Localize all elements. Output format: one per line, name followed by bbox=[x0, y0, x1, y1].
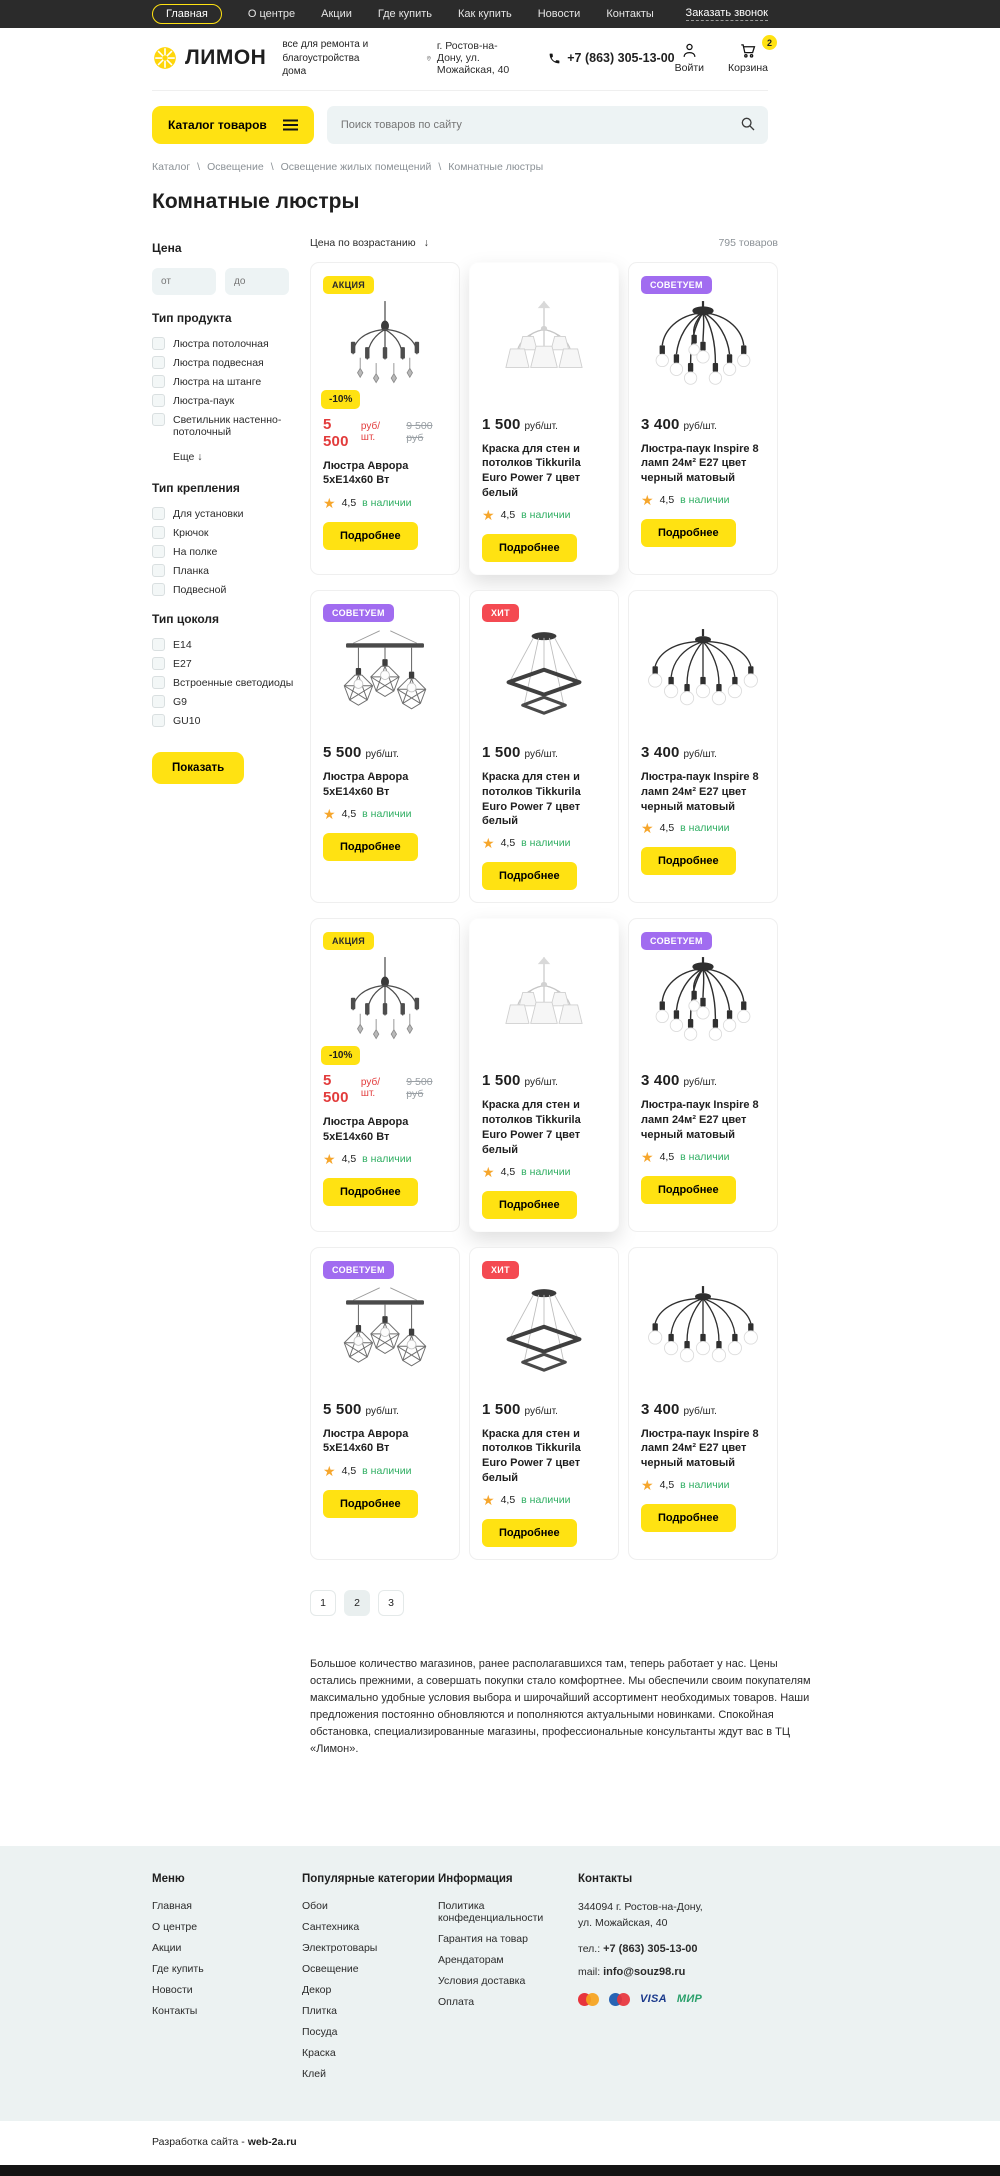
price: 5 500 bbox=[323, 1072, 349, 1107]
filters-sidebar bbox=[152, 237, 300, 784]
recommend-badge: СОВЕТУЕМ bbox=[323, 1261, 394, 1279]
store-phone[interactable] bbox=[548, 51, 674, 65]
product-title[interactable]: Люстра-паук Inspire 8 ламп 24м² Е27 цвет черный матовый bbox=[641, 770, 759, 813]
price: 3 400 bbox=[641, 743, 680, 761]
star-icon: ★ bbox=[482, 1163, 495, 1180]
checkbox[interactable] bbox=[152, 676, 165, 689]
recommend-badge: СОВЕТУЕМ bbox=[323, 604, 394, 622]
category-description: Большое количество магазинов, ранее располагавшихся там, теперь работает у нас. Цены остались прежними, а совершать покупки стало комфортнее. Мы обеспечили своим покупателям максимально удобные условия выбора и широчайший ассортимент необходимых товаров. Наши предложения постоянно обновляются и пополняются актуальными новинками. Спокойная обстановка, специализированные магазины, профессиональные консультанты ждут вас в ТЦ «Лимон». bbox=[310, 1658, 811, 1756]
hamburger-icon bbox=[283, 119, 298, 131]
breadcrumb-separator: \ bbox=[197, 160, 201, 173]
price-row bbox=[641, 416, 765, 433]
filter-option-label: Встроенные светодиоды bbox=[173, 676, 294, 689]
product-image[interactable] bbox=[482, 1280, 606, 1386]
filter-option-label: Люстра подвесная bbox=[173, 356, 264, 369]
price: 1 500 bbox=[482, 1072, 521, 1090]
price: 3 400 bbox=[641, 1400, 680, 1418]
footer-link[interactable]: Новости bbox=[152, 1984, 193, 1997]
filter-option[interactable] bbox=[152, 715, 300, 727]
search-input[interactable] bbox=[327, 106, 768, 144]
product-card bbox=[628, 590, 778, 903]
rating-value: 4,5 bbox=[659, 494, 675, 507]
footer-link[interactable]: Контакты bbox=[152, 2005, 198, 2018]
recommend-badge: СОВЕТУЕМ bbox=[641, 276, 712, 294]
product-title[interactable]: Краска для стен и потолков Tikkurila Euro Power 7 цвет белый bbox=[482, 442, 581, 500]
price-row bbox=[482, 744, 606, 761]
price-row bbox=[641, 1401, 765, 1418]
sort-selector[interactable] bbox=[310, 237, 429, 249]
stock-status: в наличии bbox=[362, 807, 412, 820]
product-card bbox=[628, 1247, 778, 1560]
stock-status: в наличии bbox=[362, 1153, 412, 1166]
footer-link[interactable]: Где купить bbox=[152, 1963, 204, 1976]
checkbox[interactable] bbox=[152, 545, 165, 558]
star-icon: ★ bbox=[323, 805, 336, 822]
filter-option-label: Люстра на штанге bbox=[173, 375, 262, 388]
price-row bbox=[641, 1072, 765, 1089]
footer-link[interactable]: Плитка bbox=[302, 2005, 338, 2018]
product-title[interactable]: Люстра Аврора 5хЕ14х60 Вт bbox=[323, 459, 409, 487]
developer-bar bbox=[0, 2121, 1000, 2165]
footer-mail[interactable]: mail: info@souz98.ru bbox=[578, 1965, 686, 1978]
price-row bbox=[323, 416, 447, 450]
filter-option-label: GU10 bbox=[173, 714, 201, 727]
stock-status: в наличии bbox=[680, 494, 730, 507]
product-title[interactable]: Люстра Аврора 5хЕ14х60 Вт bbox=[323, 1427, 409, 1455]
star-icon: ★ bbox=[482, 506, 495, 523]
product-grid bbox=[310, 262, 778, 1561]
nav-item-home[interactable]: Главная bbox=[152, 4, 222, 24]
footer-categories-title: Популярные категории bbox=[302, 1873, 435, 1886]
recommend-badge: СОВЕТУЕМ bbox=[641, 932, 712, 950]
filter-option[interactable] bbox=[152, 357, 300, 369]
footer-link[interactable]: Условия доставка bbox=[438, 1975, 526, 1988]
checkbox[interactable] bbox=[152, 714, 165, 727]
products-count: 795 товаров bbox=[718, 236, 778, 249]
footer-link[interactable]: Оплата bbox=[438, 1996, 475, 2009]
tagline: все для ремонта и благоустройства дома bbox=[282, 39, 369, 77]
filter-option[interactable] bbox=[152, 376, 300, 388]
product-image[interactable] bbox=[323, 951, 447, 1062]
checkbox[interactable] bbox=[152, 657, 165, 670]
logo-text: ЛИМОН bbox=[185, 46, 267, 70]
product-image[interactable] bbox=[323, 623, 447, 729]
filter-option-label: Подвесной bbox=[173, 583, 227, 596]
checkbox[interactable] bbox=[152, 394, 165, 407]
sort-label: Цена по возрастанию bbox=[310, 236, 416, 249]
address-text: г. Ростов-на-Дону, ул. Можайская, 40 bbox=[436, 40, 510, 77]
price-to-input[interactable] bbox=[225, 268, 289, 295]
price-row bbox=[482, 416, 606, 433]
footer-link[interactable]: Клей bbox=[302, 2068, 326, 2081]
product-card bbox=[628, 262, 778, 575]
product-card bbox=[310, 918, 460, 1231]
filter-option-label: G9 bbox=[173, 695, 188, 708]
stock-status: в наличии bbox=[521, 1494, 571, 1506]
nav-item-news[interactable]: Новости bbox=[537, 8, 581, 20]
filter-option[interactable] bbox=[152, 584, 300, 596]
details-button[interactable]: Подробнее bbox=[482, 1519, 577, 1547]
search-bar bbox=[327, 106, 768, 144]
product-card bbox=[469, 1247, 619, 1560]
promo-badge: АКЦИЯ bbox=[323, 276, 374, 294]
price-unit: руб/шт. bbox=[360, 1077, 380, 1100]
stock-status: в наличии bbox=[362, 496, 412, 509]
footer-link[interactable]: Краска bbox=[302, 2047, 336, 2060]
checkbox[interactable] bbox=[152, 638, 165, 651]
breadcrumb-catalog[interactable]: Каталог bbox=[152, 160, 191, 173]
show-more-link[interactable]: Еще ↓ bbox=[173, 450, 203, 463]
cart-button[interactable] bbox=[728, 37, 772, 75]
stock-status: в наличии bbox=[521, 837, 571, 850]
checkbox[interactable] bbox=[152, 507, 165, 520]
product-card bbox=[310, 1247, 460, 1560]
breadcrumb-separator: \ bbox=[438, 160, 442, 173]
filter-option[interactable] bbox=[152, 639, 300, 651]
discount-badge: -10% bbox=[321, 390, 360, 409]
price-row bbox=[323, 1072, 447, 1106]
rating-value: 4,5 bbox=[341, 807, 357, 820]
order-call-link[interactable]: Заказать звонок bbox=[685, 7, 768, 19]
nav-item-promos[interactable]: Акции bbox=[321, 8, 352, 20]
location-pin-icon bbox=[426, 52, 432, 65]
product-title[interactable]: Люстра Аврора 5хЕ14х60 Вт bbox=[323, 770, 409, 798]
phone-icon bbox=[548, 52, 561, 65]
product-image[interactable] bbox=[641, 1280, 765, 1386]
catalog-button-label: Каталог товаров bbox=[168, 117, 267, 132]
price-unit: руб/шт. bbox=[683, 1405, 717, 1417]
star-icon: ★ bbox=[641, 492, 654, 509]
dev-credit-text: Разработка сайта - bbox=[152, 2136, 248, 2149]
product-image[interactable] bbox=[482, 951, 606, 1057]
footer-link[interactable]: Обои bbox=[302, 1900, 328, 1913]
checkbox[interactable] bbox=[152, 337, 165, 350]
rating-value: 4,5 bbox=[500, 837, 516, 850]
filter-title-mount-type: Тип крепления bbox=[152, 480, 240, 495]
price-unit: руб/шт. bbox=[524, 748, 558, 760]
filter-option-label: Для установки bbox=[173, 507, 244, 520]
filter-option[interactable] bbox=[152, 677, 300, 689]
star-icon: ★ bbox=[641, 820, 654, 837]
breadcrumb-current: Комнатные люстры bbox=[448, 160, 544, 173]
rating-value: 4,5 bbox=[659, 1150, 675, 1163]
footer-link[interactable]: Политика конфеденциальности bbox=[438, 1900, 544, 1925]
product-image[interactable] bbox=[641, 623, 765, 729]
checkbox[interactable] bbox=[152, 413, 165, 426]
mastercard-icon bbox=[578, 1993, 599, 2006]
page-3[interactable]: 3 bbox=[378, 1590, 404, 1616]
star-icon: ★ bbox=[323, 1462, 336, 1479]
footer-link[interactable]: Арендаторам bbox=[438, 1954, 504, 1967]
dev-site-link[interactable]: web-2a.ru bbox=[247, 2136, 297, 2149]
phone-text: +7 (863) 305-13-00 bbox=[567, 51, 675, 66]
details-button[interactable]: Подробнее bbox=[641, 519, 736, 547]
price: 5 500 bbox=[323, 415, 349, 450]
bottom-strip bbox=[0, 2165, 1000, 2176]
product-image[interactable] bbox=[323, 1280, 447, 1386]
price-row bbox=[482, 1072, 606, 1089]
filter-option[interactable] bbox=[152, 546, 300, 558]
checkbox[interactable] bbox=[152, 564, 165, 577]
page-1[interactable]: 1 bbox=[310, 1590, 336, 1616]
price: 1 500 bbox=[482, 1400, 521, 1418]
filter-option[interactable] bbox=[152, 527, 300, 539]
star-icon: ★ bbox=[323, 1151, 336, 1168]
hit-badge: ХИТ bbox=[482, 604, 519, 622]
sort-arrow-icon: ↓ bbox=[423, 236, 429, 249]
price-from-input[interactable] bbox=[152, 268, 216, 295]
footer-address: 344094 г. Ростов-на-Дону, ул. Можайская, 40 bbox=[578, 1901, 703, 1930]
visa-icon: VISA bbox=[640, 1993, 667, 2006]
price-unit: руб/шт. bbox=[683, 420, 717, 432]
old-price: 9 500 руб bbox=[406, 419, 433, 444]
product-card bbox=[310, 262, 460, 575]
filter-title-product-type: Тип продукта bbox=[152, 310, 232, 325]
product-image[interactable] bbox=[641, 951, 765, 1057]
breadcrumb bbox=[152, 161, 768, 173]
price: 1 500 bbox=[482, 415, 521, 433]
price-row bbox=[482, 1401, 606, 1418]
filter-option-label: Люстра-паук bbox=[173, 394, 235, 407]
footer-phone[interactable]: тел.: +7 (863) 305-13-00 bbox=[578, 1942, 698, 1955]
details-button[interactable]: Подробнее bbox=[482, 862, 577, 890]
product-image[interactable] bbox=[482, 623, 606, 729]
rating-value: 4,5 bbox=[500, 1165, 516, 1178]
footer-link[interactable]: Акции bbox=[152, 1942, 182, 1955]
search-icon[interactable] bbox=[740, 116, 756, 132]
promo-badge: АКЦИЯ bbox=[323, 932, 374, 950]
stock-status: в наличии bbox=[521, 508, 571, 521]
footer-link[interactable]: Главная bbox=[152, 1900, 192, 1913]
checkbox[interactable] bbox=[152, 526, 165, 539]
stock-status: в наличии bbox=[680, 822, 730, 835]
footer-link[interactable]: Гарантия на товар bbox=[438, 1933, 528, 1946]
product-card bbox=[469, 262, 619, 575]
details-button[interactable]: Подробнее bbox=[323, 522, 418, 550]
footer-link[interactable]: Посуда bbox=[302, 2026, 338, 2039]
top-navigation bbox=[152, 4, 768, 24]
footer-link[interactable]: О центре bbox=[152, 1921, 198, 1934]
stock-status: в наличии bbox=[362, 1464, 412, 1477]
price-row bbox=[323, 744, 447, 761]
old-price: 9 500 руб bbox=[406, 1076, 433, 1101]
footer-link[interactable]: Электротовары bbox=[302, 1942, 378, 1955]
cart-icon bbox=[739, 42, 757, 59]
user-icon bbox=[681, 42, 698, 59]
rating-value: 4,5 bbox=[500, 508, 516, 521]
product-title[interactable]: Краска для стен и потолков Tikkurila Euro Power 7 цвет белый bbox=[482, 1427, 581, 1485]
details-button[interactable]: Подробнее bbox=[641, 1176, 736, 1204]
product-card bbox=[628, 918, 778, 1231]
breadcrumb-residential-lighting[interactable]: Освещение жилых помещений bbox=[280, 160, 432, 173]
store-address bbox=[426, 40, 514, 76]
price-unit: руб/шт. bbox=[524, 420, 558, 432]
price-unit: руб/шт. bbox=[360, 420, 380, 443]
mir-icon: МИР bbox=[676, 1993, 703, 2006]
rating-value: 4,5 bbox=[341, 1153, 357, 1166]
checkbox[interactable] bbox=[152, 375, 165, 388]
site-header bbox=[152, 28, 772, 91]
product-card bbox=[469, 918, 619, 1231]
product-image[interactable] bbox=[641, 295, 765, 401]
cart-count-badge: 2 bbox=[762, 35, 777, 50]
details-button[interactable]: Подробнее bbox=[641, 847, 736, 875]
product-title[interactable]: Люстра-паук Inspire 8 ламп 24м² Е27 цвет черный матовый bbox=[641, 1427, 759, 1470]
footer-link[interactable]: Сантехника bbox=[302, 1921, 360, 1934]
breadcrumb-lighting[interactable]: Освещение bbox=[207, 160, 264, 173]
product-image[interactable] bbox=[482, 295, 606, 401]
footer-link[interactable]: Освещение bbox=[302, 1963, 359, 1976]
maestro-icon bbox=[609, 1993, 630, 2006]
filter-option-label: Е14 bbox=[173, 638, 192, 651]
filter-option-label: Крючок bbox=[173, 526, 209, 539]
filter-option[interactable] bbox=[152, 395, 300, 407]
page-title: Комнатные люстры bbox=[152, 189, 360, 213]
product-card bbox=[310, 590, 460, 903]
details-button[interactable]: Подробнее bbox=[323, 833, 418, 861]
details-button[interactable]: Подробнее bbox=[641, 1504, 736, 1532]
star-icon: ★ bbox=[323, 494, 336, 511]
stock-status: в наличии bbox=[680, 1479, 730, 1492]
product-image[interactable] bbox=[323, 295, 447, 405]
footer-contacts-column bbox=[578, 1873, 768, 2089]
rating-value: 4,5 bbox=[341, 1464, 357, 1477]
price-unit: руб/шт. bbox=[365, 748, 399, 760]
rating-value: 4,5 bbox=[341, 496, 357, 509]
price: 5 500 bbox=[323, 1400, 362, 1418]
filter-option[interactable] bbox=[152, 565, 300, 577]
product-title[interactable]: Люстра-паук Inspire 8 ламп 24м² Е27 цвет черный матовый bbox=[641, 1099, 759, 1141]
footer-categories-column bbox=[302, 1873, 438, 2089]
page-2-active[interactable]: 2 bbox=[344, 1590, 370, 1616]
product-title[interactable]: Краска для стен и потолков Tikkurila Euro Power 7 цвет белый bbox=[482, 770, 581, 828]
apply-filters-button[interactable]: Показать bbox=[152, 752, 244, 784]
product-title[interactable]: Люстра Аврора 5хЕ14х60 Вт bbox=[323, 1116, 409, 1144]
login-label: Войти bbox=[674, 62, 704, 75]
filter-option-label: Люстра потолочная bbox=[173, 337, 269, 350]
nav-item-how-to-buy[interactable]: Как купить bbox=[458, 8, 512, 20]
filter-option[interactable] bbox=[152, 508, 300, 520]
rating-value: 4,5 bbox=[659, 1479, 675, 1492]
filter-option-label: Планка bbox=[173, 564, 209, 577]
footer-contacts-title: Контакты bbox=[578, 1873, 633, 1886]
lemon-logo-icon bbox=[152, 45, 178, 71]
nav-item-contacts[interactable]: Контакты bbox=[606, 8, 654, 20]
price-unit: руб/шт. bbox=[365, 1405, 399, 1417]
footer-info-column bbox=[438, 1873, 578, 2089]
filter-title-price: Цена bbox=[152, 240, 182, 255]
footer bbox=[0, 1846, 1000, 2121]
price-row bbox=[641, 744, 765, 761]
price-unit: руб/шт. bbox=[524, 1077, 558, 1089]
filter-option-label: Светильник настенно-потолочный bbox=[173, 413, 282, 438]
price-row bbox=[323, 1401, 447, 1418]
stock-status: в наличии bbox=[521, 1165, 571, 1178]
footer-link[interactable]: Декор bbox=[302, 1984, 332, 1997]
stock-status: в наличии bbox=[680, 1150, 730, 1163]
rating-value: 4,5 bbox=[500, 1494, 516, 1506]
logo[interactable] bbox=[152, 45, 266, 71]
price: 5 500 bbox=[323, 743, 362, 761]
product-card bbox=[469, 590, 619, 903]
product-title[interactable]: Люстра-паук Inspire 8 ламп 24м² Е27 цвет черный матовый bbox=[641, 442, 759, 485]
footer-menu-column bbox=[152, 1873, 302, 2089]
product-title[interactable]: Краска для стен и потолков Tikkurila Euro Power 7 цвет белый bbox=[482, 1099, 581, 1156]
hit-badge: ХИТ bbox=[482, 1261, 519, 1279]
filter-option[interactable] bbox=[152, 414, 300, 438]
checkbox[interactable] bbox=[152, 356, 165, 369]
catalog-button[interactable] bbox=[152, 106, 314, 144]
star-icon: ★ bbox=[641, 1148, 654, 1165]
star-icon: ★ bbox=[641, 1477, 654, 1494]
cart-label: Корзина bbox=[728, 62, 768, 75]
rating-value: 4,5 bbox=[659, 822, 675, 835]
breadcrumb-separator: \ bbox=[270, 160, 274, 173]
nav-item-about[interactable]: О центре bbox=[247, 8, 296, 20]
filter-option[interactable] bbox=[152, 338, 300, 350]
price: 3 400 bbox=[641, 1072, 680, 1090]
footer-menu-title: Меню bbox=[152, 1873, 185, 1886]
details-button[interactable]: Подробнее bbox=[482, 534, 577, 562]
price-unit: руб/шт. bbox=[683, 748, 717, 760]
filter-title-socket-type: Тип цоколя bbox=[152, 611, 220, 626]
price: 1 500 bbox=[482, 743, 521, 761]
login-button[interactable] bbox=[675, 42, 704, 74]
footer-info-title: Информация bbox=[438, 1873, 513, 1886]
star-icon: ★ bbox=[482, 1492, 495, 1508]
price: 3 400 bbox=[641, 415, 680, 433]
payment-methods bbox=[578, 1993, 768, 2006]
top-bar bbox=[0, 0, 1000, 28]
details-button[interactable]: Подробнее bbox=[323, 1490, 418, 1518]
nav-item-where-to-buy[interactable]: Где купить bbox=[377, 8, 433, 20]
star-icon: ★ bbox=[482, 835, 495, 852]
price-unit: руб/шт. bbox=[524, 1405, 558, 1417]
checkbox[interactable] bbox=[152, 695, 165, 708]
filter-option[interactable] bbox=[152, 658, 300, 670]
price-unit: руб/шт. bbox=[683, 1077, 717, 1089]
details-button[interactable]: Подробнее bbox=[323, 1178, 418, 1206]
filter-option[interactable] bbox=[152, 696, 300, 708]
discount-badge: -10% bbox=[321, 1046, 360, 1065]
details-button[interactable]: Подробнее bbox=[482, 1191, 577, 1219]
filter-option-label: Е27 bbox=[173, 657, 192, 670]
filter-option-label: На полке bbox=[173, 545, 218, 558]
checkbox[interactable] bbox=[152, 583, 165, 596]
pagination bbox=[310, 1590, 768, 1616]
